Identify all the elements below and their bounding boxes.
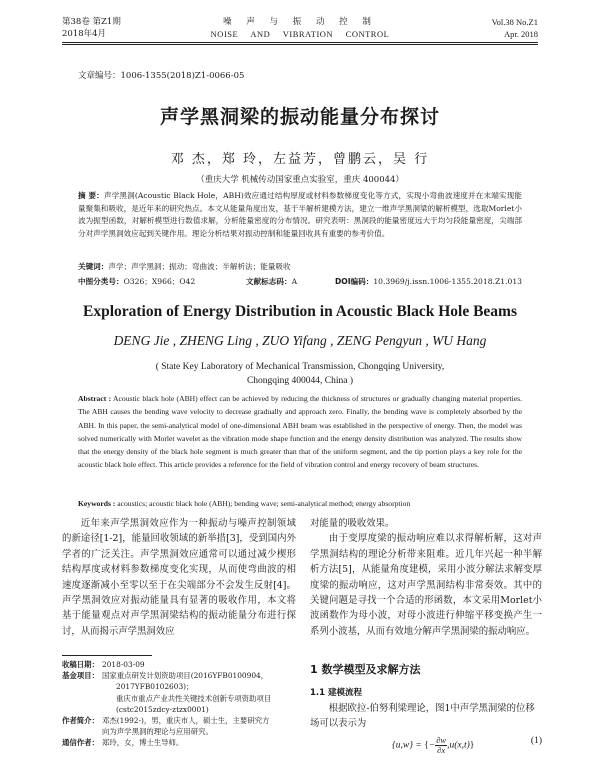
- affiliation-en-line2: Chongqing 400044, China ): [246, 376, 354, 386]
- equation-fraction: [435, 736, 447, 755]
- author-bio-line: 邓杰(1992-)，男，重庆市人，硕士生，主要研究方: [102, 716, 270, 726]
- doc-label: 文献标志码：: [246, 277, 292, 286]
- keywords-cn-text: 声学；声学黑洞；振动；弯曲波；半解析法；能量吸收: [108, 262, 291, 271]
- document-code: [246, 276, 297, 288]
- equation-number: (1): [530, 736, 542, 746]
- clc-code: [78, 276, 195, 288]
- date-en: Apr. 2018: [504, 29, 538, 39]
- doi: [335, 276, 522, 288]
- abstract-en-text: Acoustic black hole (ABH) effect can be achieved by reducing the thickness of structures or gradually changing material properties. The ABH causes the bending wave velocity to decrease gradually and approach zero. Finally, the bending wave is completely absorbed by the ABH. In this paper, the semi-analytical model of one-dimensional ABH beam was established in the perspective of energy. Then, the model was solved numerically with Morlet wavelet as the vibration mode shape function and the energy density distribution was analyzed. The results show that the energy density of the black hole segment is much greater than that of the uniform segment, and the tip portion plays a key role for the acoustic black hole effect. This article provides a reference for the field of vibration control and energy recovery of beam structures.: [78, 394, 522, 470]
- body-column-right: [310, 516, 542, 639]
- footnote-received: [62, 659, 298, 670]
- equation-1: {u,w} = {− $\frac{\partial w}{\partial x}$ ,u(x,t)}: [392, 735, 475, 755]
- authors-cn: 邓 杰，郑 玲，左益芳，曾鹏云，吴 行: [170, 152, 430, 167]
- keywords-cn-label: 关键词：: [78, 262, 109, 271]
- fund-line: 国家重点研发计划资助项目(2016YFB0100904，: [102, 671, 269, 681]
- affiliation-en: [0, 360, 600, 388]
- equation-lhs: {u,w} =: [392, 740, 422, 751]
- keywords-en-label: Keywords :: [78, 499, 116, 508]
- footnote-author: [62, 715, 298, 737]
- footnote-contact: [62, 737, 298, 748]
- affiliation-cn: （重庆大学 机械传动国家重点实验室，重庆 400044）: [196, 175, 404, 185]
- paper-title-cn: 声学黑洞梁的振动能量分布探讨: [159, 106, 440, 128]
- header-journal: [62, 16, 538, 40]
- section-1-heading: 1 数学模型及求解方法: [310, 663, 421, 676]
- header-rule: [62, 42, 538, 43]
- method-paragraph: 由于变厚度梁的振动响应难以求得解析解，这对声学黑洞结构的理论分析带来阻难。近几年兴起一种半解析方法[5]，从能量角度建模，采用小波分解法求解变厚度梁的振动响应，这对声学黑洞结构非常奏效。其中的关键问题是寻找一个合适的形函数，本文采用Morlet小波函数作为母小波，对母小波进行伸缩平移变换产生一系列小波基，从而有效地分解声学黑洞梁的振动响应。: [310, 533, 542, 637]
- keywords-en-text: acoustics; acoustic black hole (ABH); bending wave; semi-analytical method; energy absorption: [117, 499, 411, 508]
- fund-line: (cstc2015zdcy-ztzx0001): [116, 704, 209, 714]
- doc-value: A: [291, 277, 298, 286]
- abstract-en: [78, 392, 522, 472]
- contact-text: 郑玲，女，博士生导师。: [102, 738, 184, 748]
- fraction-denominator: ∂x: [437, 745, 446, 755]
- equation-rhs: u(x,t): [449, 740, 470, 751]
- volume-en: Vol.38 No.Z1: [491, 17, 538, 27]
- author-bio-label: 作者简介：: [62, 716, 99, 726]
- intro-paragraph-continued: 对能量的吸收效果。: [310, 518, 395, 529]
- abstract-en-label: Abstract :: [78, 394, 112, 403]
- article-number: 文章编号：1006-1355(2018)Z1-0066-05: [78, 71, 245, 81]
- clc-label: 中图分类号：: [78, 277, 124, 286]
- footnotes: [62, 659, 298, 749]
- abstract-cn: [78, 190, 522, 240]
- header-volume-en: [492, 16, 538, 40]
- received-date: 2018-03-09: [102, 660, 145, 669]
- volume-cn: 第38卷 第Z1期: [62, 17, 121, 27]
- author-bio-line: 向为声学黑洞的理论与应用研究。: [102, 727, 213, 737]
- received-label: 收稿日期：: [62, 660, 99, 669]
- fund-label: 基金项目：: [62, 671, 99, 681]
- header-rule-thin: [62, 44, 538, 45]
- section-1-1-heading: 1.1 建模流程: [310, 688, 363, 698]
- abstract-cn-text: 声学黑洞(Acoustic Black Hole，ABH)效应通过结构厚度或材料参数梯度变化等方式，实现小弯曲波速度并在末端实现能量聚集和吸收，是近年来的研究热点。本文从能量角度出发，基于半解析建模方法，建立一维声学黑洞梁的解析模型，选取Morlet小波为振型函数，对解析模型进行数值求解，分析能量密度的分布情况。研究表明：黑洞段的能量密度远大于均匀段能量密度，尖端部分对声学黑洞效应起到关键作用。理论分析结果对振动控制和能量回收具有重要的参考价值。: [78, 191, 522, 238]
- abstract-cn-label: 摘 要：: [78, 191, 104, 200]
- keywords-en: [78, 498, 522, 510]
- body-column-left: [62, 516, 296, 639]
- date-cn: 2018年4月: [62, 29, 107, 39]
- authors-en: DENG Jie , ZHENG Ling , ZUO Yifang , ZENG Pengyun , WU Hang: [113, 333, 487, 348]
- fund-line: 重庆市重点产业共性关键技术创新专项资助项目: [116, 693, 272, 703]
- footnote-rule: [62, 655, 152, 656]
- fraction-numerator: ∂w: [436, 735, 447, 745]
- contact-label: 通信作者：: [62, 738, 99, 748]
- journal-name-en: NOISE AND VIBRATION CONTROL: [210, 29, 390, 39]
- affiliation-en-line1: ( State Key Laboratory of Mechanical Transmission, Chongqing University,: [155, 362, 445, 372]
- keywords-cn: [78, 261, 522, 273]
- paper-title-en: Exploration of Energy Distribution in Acoustic Black Hole Beams: [82, 303, 517, 320]
- fund-line: 2017YFB0102603)；: [116, 682, 194, 692]
- doi-value[interactable]: 10.3969/j.issn.1006-1355.2018.Z1.013: [373, 277, 522, 286]
- section-1-1-paragraph: 根据欧拉-伯努利梁理论，图1中声学黑洞梁的位移场可以表示为: [310, 703, 535, 730]
- journal-name-cn: 噪 声 与 振 动 控 制: [223, 17, 377, 27]
- clc-value: O326；X966；O42: [123, 277, 196, 286]
- doi-label: DOI编码：: [334, 277, 374, 286]
- intro-paragraph: 近年来声学黑洞效应作为一种振动与噪声控制领域的新途径[1-2]，能量回收领域的新举措[3]，受到国内外学者的广泛关注。声学黑洞效应通常可以通过减少楔形结构厚度或材料参数梯度变化实现，从而使弯曲波的相速度逐渐减小至零以至于在尖端部分不会发生反射[4]。声学黑洞效应对振动能量具有显著的吸收作用，本文将基于能量观点对声学黑洞梁结构的振动能量分布进行探讨，从而揭示声学黑洞效应: [62, 518, 296, 637]
- footnote-fund: [62, 670, 298, 715]
